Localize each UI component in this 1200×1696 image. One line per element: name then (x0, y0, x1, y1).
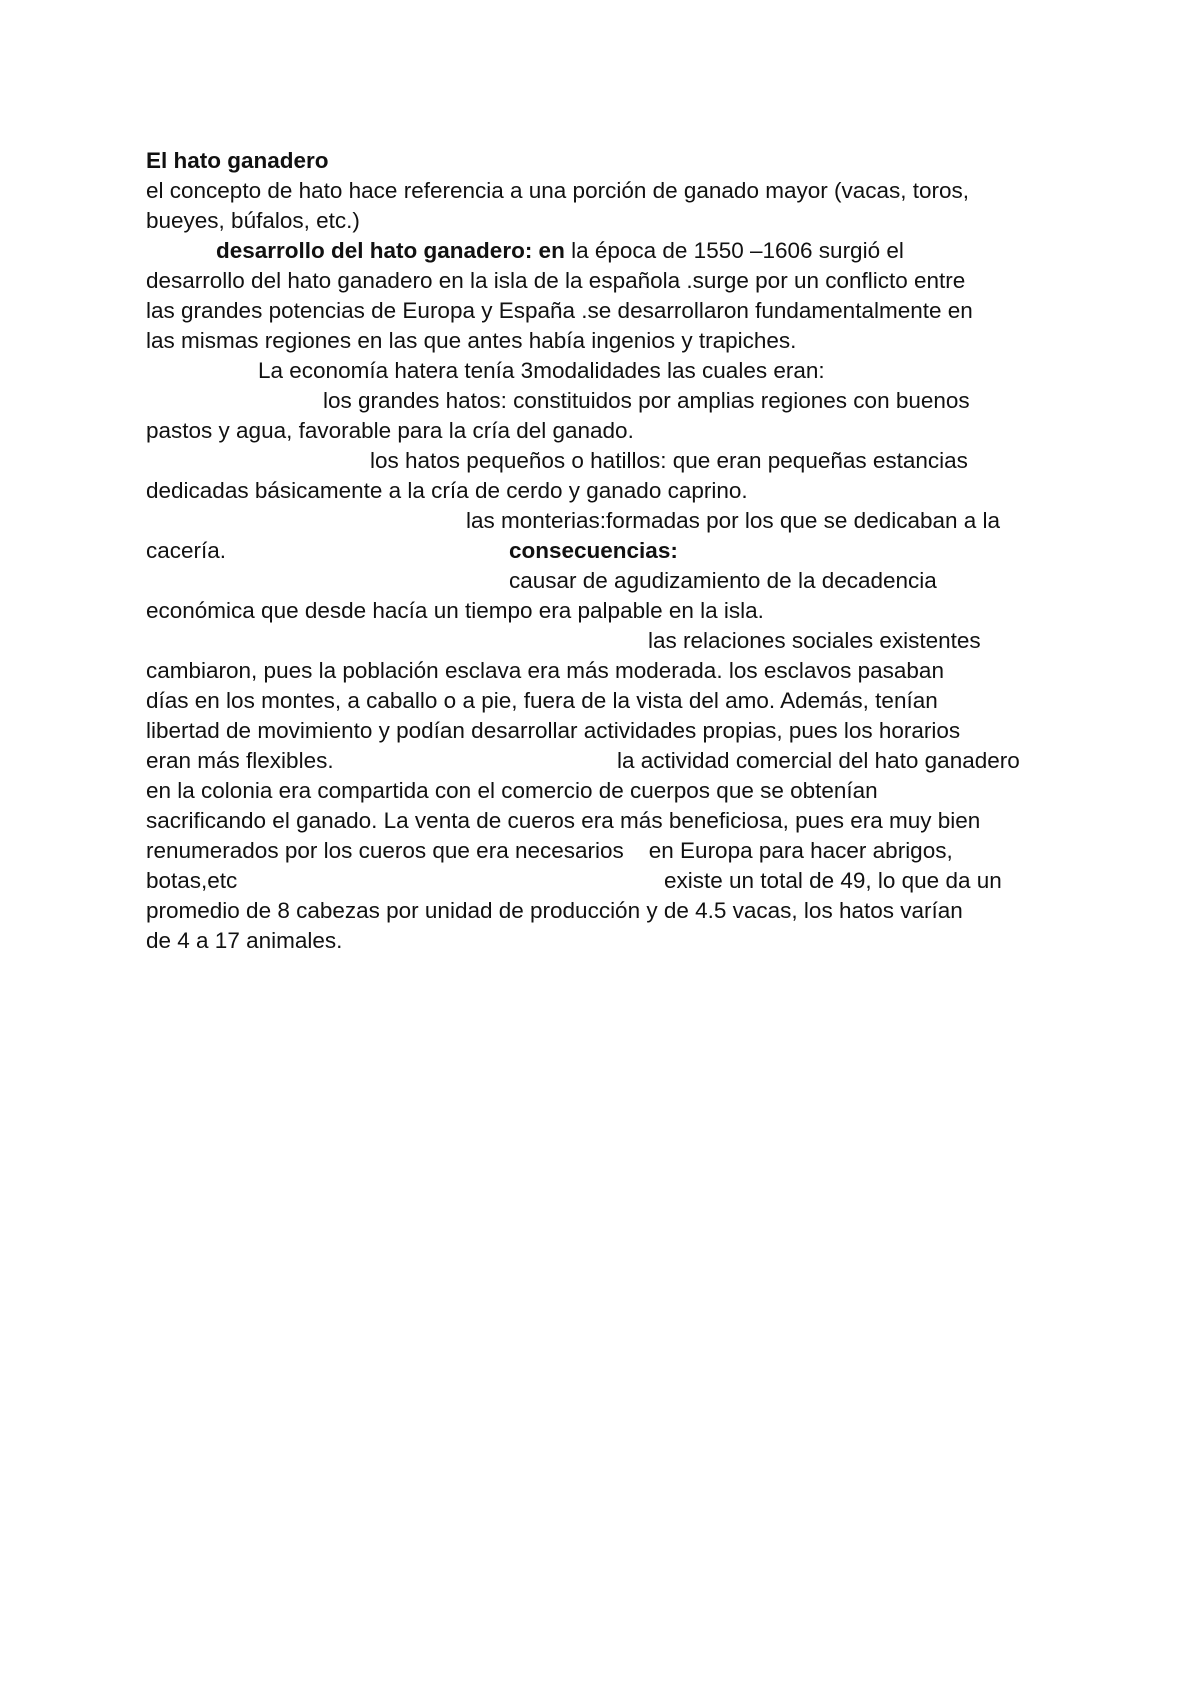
paragraph-line: las grandes potencias de Europa y España .se desarrollaron fundamentalmente en (146, 298, 973, 323)
paragraph-line: económica que desde hacía un tiempo era palpable en la isla. (146, 598, 764, 623)
paragraph-line: pastos y agua, favorable para la cría del ganado. (146, 418, 634, 443)
paragraph-line: La economía hatera tenía 3modalidades las cuales eran: (258, 358, 825, 383)
paragraph-line: días en los montes, a caballo o a pie, fuera de la vista del amo. Además, tenían (146, 688, 938, 713)
paragraph-text: la época de 1550 –1606 surgió el (564, 238, 904, 263)
paragraph-line: en la colonia era compartida con el comercio de cuerpos que se obtenían (146, 778, 878, 803)
paragraph-line: cacería. (146, 538, 227, 563)
section-heading-line (216, 236, 904, 266)
paragraph-line: libertad de movimiento y podían desarrollar actividades propias, pues los horarios (146, 718, 961, 743)
paragraph-line: bueyes, búfalos, etc.) (146, 208, 360, 233)
paragraph-line: cambiaron, pues la población esclava era más moderada. los esclavos pasaban (146, 658, 944, 683)
paragraph-line: las mismas regiones en las que antes había ingenios y trapiches. (146, 328, 797, 353)
paragraph-line: desarrollo del hato ganadero en la isla de la española .surge por un conflicto entre (146, 268, 966, 293)
section-heading-desarrollo: desarrollo del hato ganadero: en (216, 238, 565, 263)
paragraph-line: botas,etc (146, 868, 238, 893)
paragraph-line: el concepto de hato hace referencia a una porción de ganado mayor (vacas, toros, (146, 178, 970, 203)
paragraph-line: las relaciones sociales existentes (648, 628, 981, 653)
paragraph-line: los grandes hatos: constituidos por amplias regiones con buenos (323, 388, 970, 413)
paragraph-line: causar de agudizamiento de la decadencia (509, 568, 937, 593)
section-heading-consecuencias: consecuencias: (509, 538, 678, 563)
paragraph-line: eran más flexibles. (146, 748, 334, 773)
paragraph-line: las monterias:formadas por los que se dedicaban a la (466, 508, 1001, 533)
document-title: El hato ganadero (146, 148, 329, 173)
paragraph-line: los hatos pequeños o hatillos: que eran pequeñas estancias (370, 448, 968, 473)
paragraph-line: la actividad comercial del hato ganadero (617, 748, 1020, 773)
paragraph-line: sacrificando el ganado. La venta de cueros era más beneficiosa, pues era muy bien (146, 808, 981, 833)
paragraph-line: de 4 a 17 animales. (146, 928, 343, 953)
paragraph-line: existe un total de 49, lo que da un (664, 868, 1002, 893)
paragraph-line: dedicadas básicamente a la cría de cerdo y ganado caprino. (146, 478, 748, 503)
paragraph-line: renumerados por los cueros que era necesarios en Europa para hacer abrigos, (146, 838, 953, 863)
paragraph-line: promedio de 8 cabezas por unidad de producción y de 4.5 vacas, los hatos varían (146, 898, 963, 923)
